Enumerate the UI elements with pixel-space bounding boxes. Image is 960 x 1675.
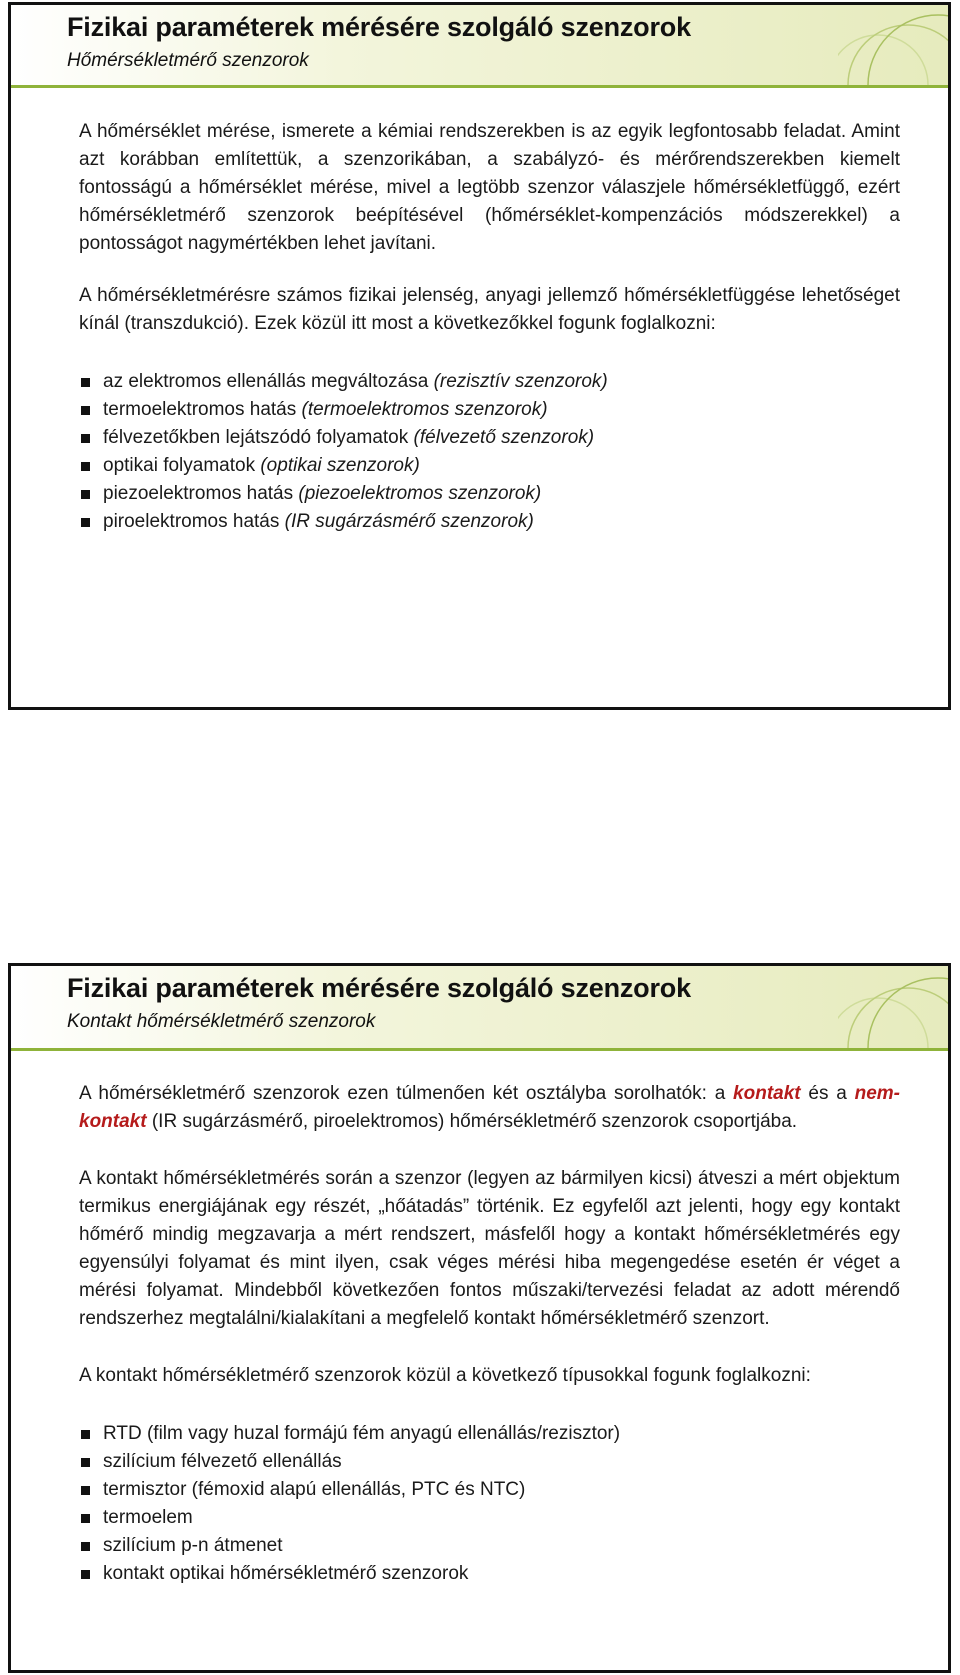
- square-bullet-icon: [81, 462, 90, 471]
- list-item-note: (IR sugárzásmérő szenzorok): [284, 511, 534, 532]
- decorative-circles-icon: [838, 966, 948, 1048]
- list-item-text: szilícium félvezető ellenállás: [103, 1451, 342, 1472]
- slide-title: Fizikai paraméterek mérésére szolgáló szenzorok: [67, 973, 691, 1003]
- list-item-text: termoelem: [103, 1507, 193, 1528]
- intro-paragraph: A hőmérséklet mérése, ismerete a kémiai rendszerekben is az egyik legfontosabb feladat. Amint azt korábban említettük, a szenzorikában, a szabályzó- és mérőrendszerekben kiemelt fontosságú a hőmérséklet mérése, mivel a legtöbb szenzor válaszjele hőmérsékletfüggő, ezért hőmérsékletmérő szenzorok beépítésével (hőmérséklet-kompenzációs módszerekkel) a pontosságot nagymértékben lehet javítani.: [79, 121, 900, 254]
- slide-header: [11, 5, 948, 88]
- list-item-text: az elektromos ellenállás megváltozása: [103, 371, 434, 392]
- list-item: [79, 508, 900, 536]
- list-item: [79, 1504, 900, 1532]
- list-item-note: (félvezető szenzorok): [413, 427, 595, 448]
- list-item: [79, 452, 900, 480]
- slide-body: [79, 1080, 900, 1588]
- list-item: [79, 1420, 900, 1448]
- list-item-note: (piezoelektromos szenzorok): [298, 483, 542, 504]
- list-item-note: (termoelektromos szenzorok): [301, 399, 548, 420]
- list-item-text: piezoelektromos hatás: [103, 483, 299, 504]
- list-item-text: félvezetőkben lejátszódó folyamatok: [103, 427, 414, 448]
- slide-title: Fizikai paraméterek mérésére szolgáló szenzorok: [67, 12, 691, 42]
- square-bullet-icon: [81, 518, 90, 527]
- square-bullet-icon: [81, 1486, 90, 1495]
- list-item-text: piroelektromos hatás: [103, 511, 285, 532]
- square-bullet-icon: [81, 1570, 90, 1579]
- square-bullet-icon: [81, 1542, 90, 1551]
- list-item-text: RTD (film vagy huzal formájú fém anyagú ellenállás/rezisztor): [103, 1423, 621, 1444]
- slide-temperature-sensors: [8, 2, 951, 710]
- text-segment: és a: [800, 1083, 855, 1104]
- list-item-text: szilícium p-n átmenet: [103, 1535, 283, 1556]
- square-bullet-icon: [81, 1514, 90, 1523]
- text-segment: A hőmérsékletmérő szenzorok ezen túlmenően két osztályba sorolhatók: a: [79, 1083, 734, 1104]
- transduction-paragraph: A hőmérsékletmérésre számos fizikai jelenség, anyagi jellemző hőmérsékletfüggése lehetőséget kínál (transzdukció). Ezek közül itt most a következőkkel fogunk foglalkozni:: [79, 285, 900, 334]
- list-item: [79, 1448, 900, 1476]
- list-item: [79, 396, 900, 424]
- list-item-note: (rezisztív szenzorok): [433, 371, 608, 392]
- list-item: [79, 424, 900, 452]
- square-bullet-icon: [81, 406, 90, 415]
- classification-paragraph: [79, 1080, 900, 1136]
- slide-body: [79, 118, 900, 536]
- slide-contact-temperature-sensors: [8, 963, 951, 1673]
- list-item: [79, 1532, 900, 1560]
- list-item: [79, 480, 900, 508]
- text-segment: (IR sugárzásmérő, piroelektromos) hőmérsékletmérő szenzorok csoportjába.: [146, 1111, 798, 1132]
- list-item-text: kontakt optikai hőmérsékletmérő szenzorok: [103, 1563, 469, 1584]
- contact-measurement-paragraph: A kontakt hőmérsékletmérés során a szenzor (legyen az bármilyen kicsi) átveszi a mért objektum termikus energiájának egy részét, „hőátadás” történik. Ez egyfelől azt jelenti, hogy egy kontakt hőmérő mindig megzavarja a mért rendszert, másfelől hogy a kontakt hőmérsékletmérés egy egyensúlyi folyamat és mint ilyen, csak véges mérési hiba megengedése esetén ér véget a mérési folyamat. Mindebből következően fontos műszaki/tervezési feladat az adott mérendő rendszerhez megtalálni/kialakítani a megfelelő kontakt hőmérsékletmérő szenzort.: [79, 1168, 900, 1329]
- square-bullet-icon: [81, 490, 90, 499]
- kontakt-highlight: kontakt: [733, 1083, 801, 1104]
- list-item: [79, 1560, 900, 1588]
- list-item-text: optikai folyamatok: [103, 455, 261, 476]
- list-item: [79, 1476, 900, 1504]
- square-bullet-icon: [81, 434, 90, 443]
- list-item: [79, 368, 900, 396]
- contact-sensor-types-list: [79, 1420, 900, 1588]
- nem-kontakt-highlight: nem-kontakt: [79, 1083, 900, 1132]
- slide-header: [11, 966, 948, 1051]
- square-bullet-icon: [81, 1430, 90, 1439]
- slide-subtitle: Hőmérsékletmérő szenzorok: [67, 50, 309, 71]
- list-item-note: (optikai szenzorok): [260, 455, 420, 476]
- sensor-types-intro: A kontakt hőmérsékletmérő szenzorok közül a következő típusokkal fogunk foglalkozni:: [79, 1365, 811, 1386]
- slide-subtitle: Kontakt hőmérsékletmérő szenzorok: [67, 1011, 376, 1032]
- square-bullet-icon: [81, 378, 90, 387]
- list-item-text: termoelektromos hatás: [103, 399, 302, 420]
- list-item-text: termisztor (fémoxid alapú ellenállás, PTC és NTC): [103, 1479, 526, 1500]
- measurement-principles-list: [79, 368, 900, 536]
- square-bullet-icon: [81, 1458, 90, 1467]
- decorative-circles-icon: [838, 5, 948, 85]
